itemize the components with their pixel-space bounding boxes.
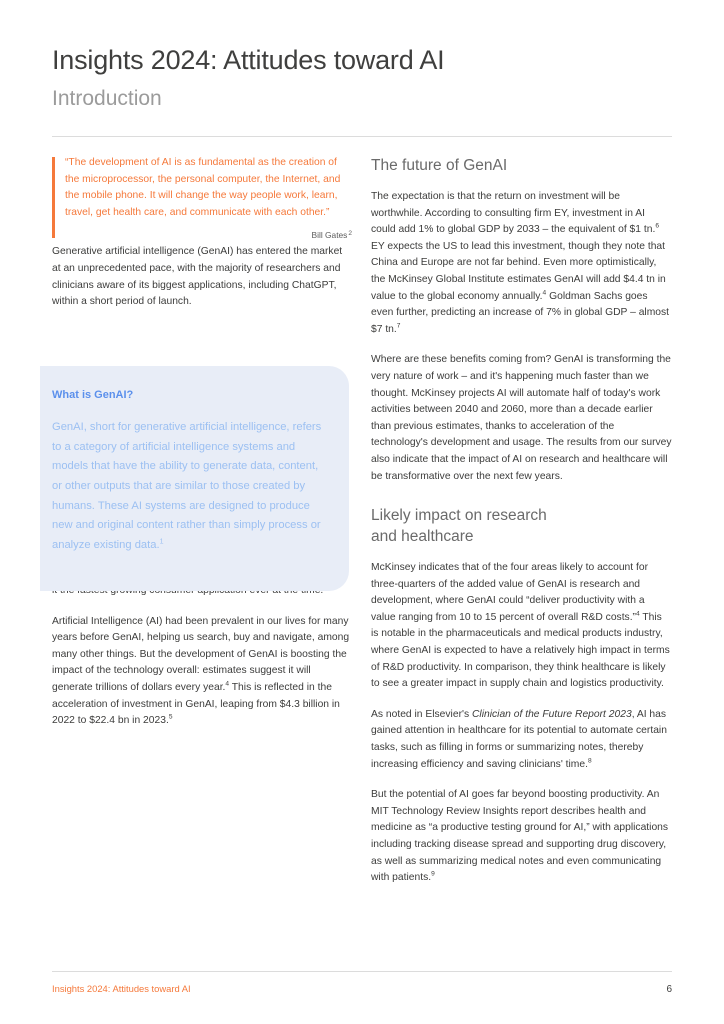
mckinsey-part2: This is notable in the pharmaceuticals and medical products industry, where GenAI is expected to have a relatively high impact in terms of R&D productivity. In comparison, they think healthcare is likely to see a greater impact in supply chain and logistics productivity. [371, 611, 670, 690]
section-heading-future-of-genai: The future of GenAI [371, 157, 508, 174]
header-divider [52, 136, 672, 137]
future-reference-1: 6 [655, 222, 659, 230]
page-footer [52, 983, 672, 995]
callout-title: What is GenAI? [52, 389, 134, 401]
callout-body-reference: 1 [159, 538, 164, 546]
footer-page-number: 6 [666, 984, 672, 995]
right-column [371, 155, 672, 887]
ai-history-part2: This is reflected in the acceleration of investment in GenAI, leaping from $4.3 billion in 2022 to $22.4 bn in 2023. [52, 681, 340, 727]
elsevier-part2: , AI has gained attention in healthcare for its potential to automate certain tasks, such as filling in forms or summarizing notes, thereby increasing efficiency and saving clinicians' time. [371, 708, 667, 770]
quote-attribution [65, 230, 352, 240]
pull-quote [52, 155, 352, 240]
ai-history-reference-2: 5 [168, 713, 173, 721]
ai-history-reference-1: 4 [225, 680, 230, 688]
mckinsey-paragraph [371, 560, 672, 693]
page-header [52, 44, 672, 112]
ai-history-part1: Artificial Intelligence (AI) had been prevalent in our lives for many years before GenAI, helping us search, buy and navigate, among many other things. But the development of GenAI is boosting the impact of the technology overall: estimates suggest it will generate trillions of dollars every year. [52, 615, 350, 693]
quote-attribution-name: Bill Gates [311, 230, 348, 241]
footer-divider [52, 971, 672, 972]
quote-text: “The development of AI is as fundamental as the creation of the microprocessor, the personal computer, the Internet, and the mobile phone. It will change the way people work, learn, travel, get health care, and communicate with each other.” [65, 157, 341, 218]
elsevier-paragraph [371, 707, 672, 773]
future-paragraph [371, 189, 672, 338]
page-title: Insights 2024: Attitudes toward AI [52, 45, 445, 75]
ai-history-paragraph [52, 614, 352, 730]
callout-body-text: GenAI, short for generative artificial intelligence, refers to a category of artificial intelligence systems and models that have the ability to generate data, content, or other outputs that are similar to those created by humans. These AI systems are designed to produce new and original content rather than simply process or analyze existing data. [52, 421, 322, 551]
quote-accent-bar [52, 157, 55, 238]
elsevier-part1: As noted in Elsevier's [371, 708, 472, 720]
intro-paragraph: Generative artificial intelligence (GenAI) has entered the market at an unprecedented pace, with the majority of researchers and clinicians aware of its biggest applications, including ChatGPT, within a short period of launch. [52, 246, 343, 308]
callout-what-is-genai [40, 366, 349, 591]
impact-heading-line2: and healthcare [371, 528, 474, 546]
footer-title: Insights 2024: Attitudes toward AI [52, 983, 191, 994]
mit-reference: 9 [431, 870, 435, 878]
future-reference-2: 4 [542, 289, 547, 297]
future-reference-3: 7 [396, 322, 401, 330]
mckinsey-part1: McKinsey indicates that of the four areas likely to account for three-quarters of the added value of GenAI is research and development, where GenAI could “deliver productivity with a value ranging from 10 to 15 percent of overall R&D costs.” [371, 562, 649, 623]
mckinsey-reference: 4 [636, 610, 640, 618]
impact-heading-line1: Likely impact on research [371, 507, 547, 525]
page-subtitle: Introduction [52, 87, 162, 111]
future-part1: The expectation is that the return on investment will be worthwhile. According to consulting firm EY, investment in AI could add 1% to global GDP by 2033 – the equivalent of $1 tn. [371, 191, 656, 236]
elsevier-reference: 8 [587, 757, 592, 765]
future-part3: Goldman Sachs goes even further, predicting an increase of 7% in global GDP – almost $7 tn. [371, 290, 670, 335]
section-heading-likely-impact [371, 505, 672, 547]
future-part2: EY expects the US to lead this investment, though they note that China and Europe are not far behind. Even more optimistically, the McKinsey Global Institute estimates GenAI will add $4.4 tn in value to the global economy annually. [371, 240, 666, 302]
mit-part1: But the potential of AI goes far beyond boosting productivity. An MIT Technology Review Insights report describes health and medicine as “a productive testing ground for AI,” with applications including tracking disease spread and supporting drug discovery, as well as summarizing medical notes and even communicating with patients. [371, 789, 669, 884]
mit-paragraph [371, 787, 672, 887]
callout-body [52, 418, 325, 555]
quote-attribution-reference: 2 [348, 229, 352, 237]
elsevier-report-title: Clinician of the Future Report 2023 [471, 708, 632, 720]
benefits-paragraph: Where are these benefits coming from? GenAI is transforming the very nature of work – and it's happening much faster than we thought. McKinsey projects AI will automate half of today's work activities between 2040 and 2060, more than a decade earlier than previous estimates, thanks to acceleration of the technology's development and usage. The results from our survey also indicate that the impact of AI on research and healthcare will be transformative over the next few years. [371, 354, 672, 482]
